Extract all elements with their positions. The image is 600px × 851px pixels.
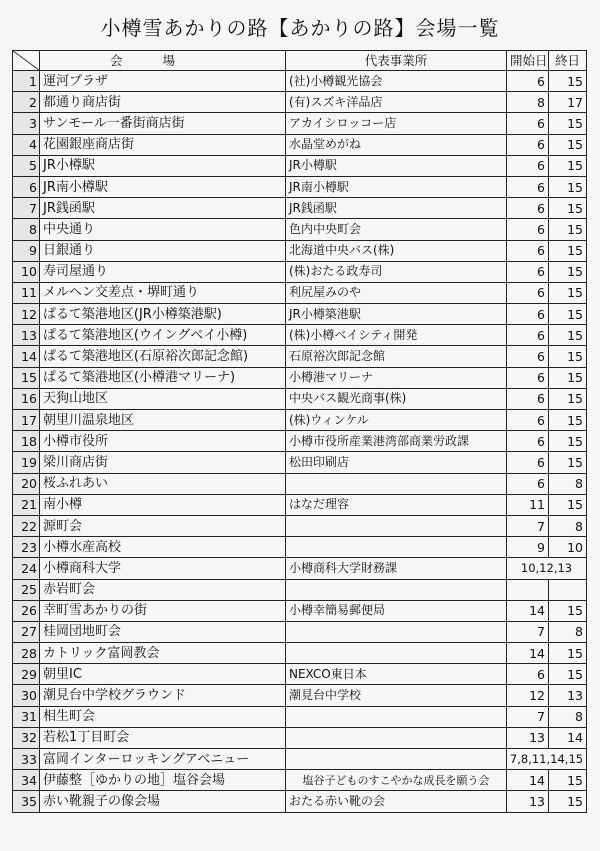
table-row (13, 515, 587, 536)
end-day: 15 (549, 219, 587, 240)
row-number: 17 (13, 410, 40, 431)
start-day: 6 (507, 176, 549, 197)
venue-name: 花園銀座商店街 (40, 134, 286, 155)
table-row (13, 791, 587, 812)
row-number: 11 (13, 282, 40, 303)
end-day: 15 (549, 155, 587, 176)
start-day: 6 (507, 664, 549, 685)
representative-office (286, 515, 507, 536)
row-number: 10 (13, 261, 40, 282)
representative-office (286, 473, 507, 494)
start-day: 6 (507, 431, 549, 452)
venue-name: メルヘン交差点・堺町通り (40, 282, 286, 303)
end-day: 15 (549, 791, 587, 812)
start-day: 7 (507, 621, 549, 642)
representative-office: 塩谷子どものすこやかな成長を願う会 (286, 770, 507, 791)
table-row (13, 282, 587, 303)
end-day: 8 (549, 515, 587, 536)
table-row (13, 71, 587, 92)
representative-office: 松田印刷店 (286, 452, 507, 473)
row-number: 19 (13, 452, 40, 473)
end-day: 15 (549, 325, 587, 346)
table-row (13, 113, 587, 134)
end-day: 15 (549, 240, 587, 261)
venue-table (12, 50, 587, 813)
table-row (13, 304, 587, 325)
representative-office: 小樽商科大学財務課 (286, 558, 507, 579)
row-number: 35 (13, 791, 40, 812)
row-number: 8 (13, 219, 40, 240)
start-day: 13 (507, 791, 549, 812)
end-day: 17 (549, 92, 587, 113)
start-day (507, 579, 549, 600)
row-number: 18 (13, 431, 40, 452)
end-day: 15 (549, 134, 587, 155)
table-row (13, 600, 587, 621)
end-day: 15 (549, 431, 587, 452)
venue-name: 赤岩町会 (40, 579, 286, 600)
representative-office (286, 727, 507, 748)
venue-name: JR南小樽駅 (40, 176, 286, 197)
start-day: 6 (507, 282, 549, 303)
row-number: 6 (13, 176, 40, 197)
row-number: 21 (13, 494, 40, 515)
start-day: 7 (507, 706, 549, 727)
row-number: 2 (13, 92, 40, 113)
representative-office: 石原裕次郎記念館 (286, 346, 507, 367)
header-end: 終日 (549, 51, 587, 71)
end-day: 15 (549, 664, 587, 685)
row-number: 25 (13, 579, 40, 600)
representative-office: 利尻屋みのや (286, 282, 507, 303)
venue-name: ぱるて築港地区(JR小樽築港駅) (40, 304, 286, 325)
representative-office: (株)ウィンケル (286, 410, 507, 431)
end-day: 15 (549, 643, 587, 664)
table-row (13, 579, 587, 600)
table-row (13, 558, 587, 579)
row-number: 27 (13, 621, 40, 642)
table-row (13, 664, 587, 685)
end-day: 8 (549, 473, 587, 494)
row-number: 13 (13, 325, 40, 346)
start-day: 6 (507, 473, 549, 494)
header-representative: 代表事業所 (286, 51, 507, 71)
row-number: 15 (13, 367, 40, 388)
end-day: 14 (549, 727, 587, 748)
row-number: 9 (13, 240, 40, 261)
row-number: 20 (13, 473, 40, 494)
table-row (13, 727, 587, 748)
venue-name: ぱるて築港地区(石原裕次郎記念館) (40, 346, 286, 367)
venue-name: 寿司屋通り (40, 261, 286, 282)
venue-name: 富岡インターロッキングアベニュー (40, 749, 286, 770)
row-number: 5 (13, 155, 40, 176)
row-number: 3 (13, 113, 40, 134)
representative-office (286, 537, 507, 558)
table-row (13, 706, 587, 727)
start-day: 6 (507, 346, 549, 367)
row-number: 7 (13, 198, 40, 219)
table-row (13, 176, 587, 197)
row-number: 32 (13, 727, 40, 748)
table-row (13, 261, 587, 282)
venue-name: 朝里IC (40, 664, 286, 685)
table-row (13, 367, 587, 388)
start-day: 6 (507, 304, 549, 325)
representative-office (286, 579, 507, 600)
end-day: 13 (549, 685, 587, 706)
end-day: 15 (549, 282, 587, 303)
table-row (13, 643, 587, 664)
venue-name: 朝里川温泉地区 (40, 410, 286, 431)
venue-name: ぱるて築港地区(小樽港マリーナ) (40, 367, 286, 388)
table-row (13, 410, 587, 431)
table-row (13, 388, 587, 409)
start-day: 11 (507, 494, 549, 515)
representative-office: (株)小樽ベイシティ開発 (286, 325, 507, 346)
start-day: 6 (507, 71, 549, 92)
page-title: 小樽雪あかりの路【あかりの路】会場一覧 (100, 16, 500, 40)
start-day: 6 (507, 452, 549, 473)
start-day: 6 (507, 134, 549, 155)
venue-name: 都通り商店街 (40, 92, 286, 113)
end-day: 15 (549, 367, 587, 388)
venue-name: 桜ふれあい (40, 473, 286, 494)
start-day: 13 (507, 727, 549, 748)
representative-office: おたる赤い靴の会 (286, 791, 507, 812)
table-row (13, 452, 587, 473)
end-day (549, 579, 587, 600)
venue-name: カトリック富岡教会 (40, 643, 286, 664)
end-day: 15 (549, 494, 587, 515)
start-day: 6 (507, 155, 549, 176)
representative-office: (有)スズキ洋品店 (286, 92, 507, 113)
table-row (13, 685, 587, 706)
start-day: 7 (507, 515, 549, 536)
end-day: 15 (549, 176, 587, 197)
representative-office: JR小樽築港駅 (286, 304, 507, 325)
end-day: 15 (549, 261, 587, 282)
table-row (13, 473, 587, 494)
representative-office: JR南小樽駅 (286, 176, 507, 197)
end-day: 15 (549, 452, 587, 473)
start-day: 12 (507, 685, 549, 706)
header-row (13, 51, 587, 71)
venue-name: ぱるて築港地区(ウイングベイ小樽) (40, 325, 286, 346)
table-body (13, 71, 587, 813)
representative-office (286, 621, 507, 642)
representative-office (286, 706, 507, 727)
table-row (13, 325, 587, 346)
date-list: 10,12,13 (507, 558, 587, 579)
row-number: 33 (13, 749, 40, 770)
table-row (13, 134, 587, 155)
representative-office: 色内中央町会 (286, 219, 507, 240)
end-day: 15 (549, 770, 587, 791)
venue-name: 南小樽 (40, 494, 286, 515)
venue-name: 桂岡団地町会 (40, 621, 286, 642)
table-row (13, 621, 587, 642)
representative-office (286, 749, 507, 770)
row-number: 22 (13, 515, 40, 536)
row-number: 23 (13, 537, 40, 558)
start-day: 14 (507, 600, 549, 621)
header-start: 開始日 (507, 51, 549, 71)
table-row (13, 346, 587, 367)
representative-office: 潮見台中学校 (286, 685, 507, 706)
end-day: 15 (549, 410, 587, 431)
table-row (13, 770, 587, 791)
row-number: 16 (13, 388, 40, 409)
row-number: 31 (13, 706, 40, 727)
diagonal-line-icon (13, 51, 39, 70)
representative-office: 小樽港マリーナ (286, 367, 507, 388)
table-row (13, 155, 587, 176)
start-day: 6 (507, 261, 549, 282)
venue-name: JR小樽駅 (40, 155, 286, 176)
row-number: 34 (13, 770, 40, 791)
venue-name: 梁川商店街 (40, 452, 286, 473)
venue-name: サンモール一番街商店街 (40, 113, 286, 134)
venue-name: 中央通り (40, 219, 286, 240)
venue-name: 赤い靴親子の像会場 (40, 791, 286, 812)
venue-name: 運河プラザ (40, 71, 286, 92)
start-day: 14 (507, 643, 549, 664)
row-number: 29 (13, 664, 40, 685)
table-row (13, 749, 587, 770)
venue-name: 天狗山地区 (40, 388, 286, 409)
representative-office: 中央バス観光商事(株) (286, 388, 507, 409)
row-number: 14 (13, 346, 40, 367)
representative-office: アカイシロッコー店 (286, 113, 507, 134)
start-day: 6 (507, 113, 549, 134)
end-day: 15 (549, 198, 587, 219)
representative-office: はなだ理容 (286, 494, 507, 515)
start-day: 14 (507, 770, 549, 791)
representative-office: (社)小樽観光協会 (286, 71, 507, 92)
table-row (13, 494, 587, 515)
header-venue: 会場 (40, 51, 286, 71)
representative-office (286, 643, 507, 664)
start-day: 6 (507, 410, 549, 431)
venue-name: 小樽水産高校 (40, 537, 286, 558)
table-row (13, 431, 587, 452)
venue-name: 幸町雪あかりの街 (40, 600, 286, 621)
end-day: 15 (549, 600, 587, 621)
representative-office: 小樽市役所産業港湾部商業労政課 (286, 431, 507, 452)
end-day: 15 (549, 71, 587, 92)
table-row (13, 240, 587, 261)
start-day: 9 (507, 537, 549, 558)
table-row (13, 537, 587, 558)
venue-name: 日銀通り (40, 240, 286, 261)
table-row (13, 92, 587, 113)
representative-office: 小樽幸簡易郵便局 (286, 600, 507, 621)
row-number: 1 (13, 71, 40, 92)
venue-name: 相生町会 (40, 706, 286, 727)
row-number: 12 (13, 304, 40, 325)
start-day: 6 (507, 388, 549, 409)
start-day: 6 (507, 240, 549, 261)
row-number: 24 (13, 558, 40, 579)
representative-office: JR小樽駅 (286, 155, 507, 176)
row-number: 30 (13, 685, 40, 706)
start-day: 8 (507, 92, 549, 113)
representative-office: (株)おたる政寿司 (286, 261, 507, 282)
representative-office: JR銭函駅 (286, 198, 507, 219)
venue-name: 潮見台中学校グラウンド (40, 685, 286, 706)
end-day: 15 (549, 388, 587, 409)
end-day: 8 (549, 706, 587, 727)
representative-office: 水晶堂めがね (286, 134, 507, 155)
venue-name: 伊藤整［ゆかりの地］塩谷会場 (40, 770, 286, 791)
row-number: 26 (13, 600, 40, 621)
venue-name: 若松1丁目町会 (40, 727, 286, 748)
end-day: 10 (549, 537, 587, 558)
representative-office: 北海道中央バス(株) (286, 240, 507, 261)
end-day: 15 (549, 346, 587, 367)
start-day: 6 (507, 219, 549, 240)
header-corner (13, 51, 40, 71)
row-number: 28 (13, 643, 40, 664)
end-day: 15 (549, 304, 587, 325)
date-list: 7,8,11,14,15 (507, 749, 587, 770)
venue-name: 小樽商科大学 (40, 558, 286, 579)
end-day: 8 (549, 621, 587, 642)
venue-name: JR銭函駅 (40, 198, 286, 219)
table-row (13, 219, 587, 240)
row-number: 4 (13, 134, 40, 155)
start-day: 6 (507, 325, 549, 346)
venue-name: 小樽市役所 (40, 431, 286, 452)
venue-name: 源町会 (40, 515, 286, 536)
representative-office: NEXCO東日本 (286, 664, 507, 685)
start-day: 6 (507, 198, 549, 219)
start-day: 6 (507, 367, 549, 388)
end-day: 15 (549, 113, 587, 134)
table-row (13, 198, 587, 219)
